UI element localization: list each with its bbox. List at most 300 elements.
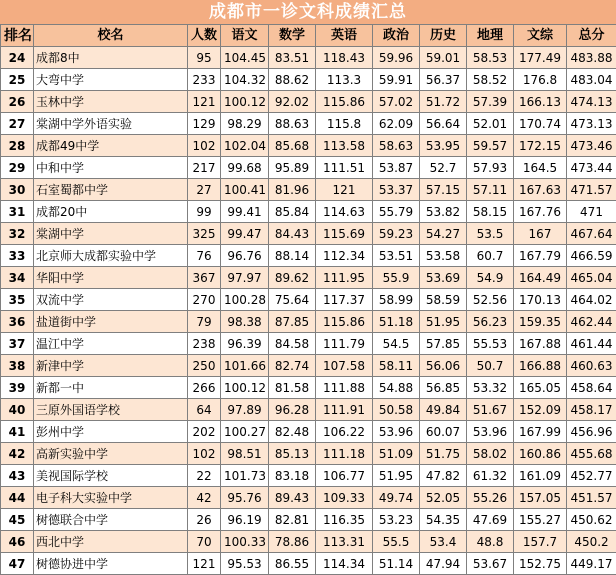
cell-liberal[interactable]: 167 xyxy=(514,223,567,245)
header-geography[interactable]: 地理 xyxy=(467,25,514,47)
cell-count[interactable]: 325 xyxy=(188,223,221,245)
cell-chinese[interactable]: 99.68 xyxy=(221,157,269,179)
cell-liberal[interactable]: 167.76 xyxy=(514,201,567,223)
cell-count[interactable]: 121 xyxy=(188,91,221,113)
cell-math[interactable]: 85.84 xyxy=(269,201,316,223)
cell-count[interactable]: 64 xyxy=(188,399,221,421)
cell-rank[interactable]: 36 xyxy=(1,311,34,333)
table-row xyxy=(1,531,616,553)
cell-math[interactable]: 85.68 xyxy=(269,135,316,157)
cell-geography[interactable]: 58.02 xyxy=(467,443,514,465)
cell-total[interactable]: 460.63 xyxy=(567,355,616,377)
cell-count[interactable]: 95 xyxy=(188,47,221,69)
cell-geography[interactable]: 55.53 xyxy=(467,333,514,355)
cell-school[interactable]: 西北中学 xyxy=(34,531,188,553)
cell-politics[interactable]: 51.18 xyxy=(373,311,420,333)
cell-rank[interactable]: 47 xyxy=(1,553,34,575)
cell-history[interactable]: 53.4 xyxy=(420,531,467,553)
table-row xyxy=(1,267,616,289)
cell-chinese[interactable]: 95.76 xyxy=(221,487,269,509)
cell-math[interactable]: 88.63 xyxy=(269,113,316,135)
cell-chinese[interactable]: 102.04 xyxy=(221,135,269,157)
table-row xyxy=(1,47,616,69)
cell-chinese[interactable]: 98.29 xyxy=(221,113,269,135)
table-row xyxy=(1,135,616,157)
score-table xyxy=(0,24,616,575)
cell-history[interactable]: 57.15 xyxy=(420,179,467,201)
cell-count[interactable]: 250 xyxy=(188,355,221,377)
cell-school[interactable]: 新津中学 xyxy=(34,355,188,377)
table-row xyxy=(1,157,616,179)
cell-math[interactable]: 88.62 xyxy=(269,69,316,91)
cell-count[interactable]: 367 xyxy=(188,267,221,289)
cell-math[interactable]: 78.86 xyxy=(269,531,316,553)
cell-liberal[interactable]: 152.09 xyxy=(514,399,567,421)
cell-history[interactable]: 47.94 xyxy=(420,553,467,575)
cell-chinese[interactable]: 104.32 xyxy=(221,69,269,91)
cell-school[interactable]: 彭州中学 xyxy=(34,421,188,443)
cell-english[interactable]: 106.22 xyxy=(316,421,373,443)
cell-geography[interactable]: 50.7 xyxy=(467,355,514,377)
cell-total[interactable]: 461.44 xyxy=(567,333,616,355)
cell-count[interactable]: 238 xyxy=(188,333,221,355)
cell-count[interactable]: 102 xyxy=(188,135,221,157)
cell-school[interactable]: 美视国际学校 xyxy=(34,465,188,487)
table-row xyxy=(1,377,616,399)
cell-rank[interactable]: 29 xyxy=(1,157,34,179)
cell-history[interactable]: 49.84 xyxy=(420,399,467,421)
cell-rank[interactable]: 31 xyxy=(1,201,34,223)
cell-chinese[interactable]: 101.66 xyxy=(221,355,269,377)
cell-liberal[interactable]: 172.15 xyxy=(514,135,567,157)
cell-school[interactable]: 中和中学 xyxy=(34,157,188,179)
cell-rank[interactable]: 44 xyxy=(1,487,34,509)
cell-chinese[interactable]: 100.12 xyxy=(221,377,269,399)
cell-count[interactable]: 22 xyxy=(188,465,221,487)
header-english[interactable]: 英语 xyxy=(316,25,373,47)
cell-english[interactable]: 109.33 xyxy=(316,487,373,509)
cell-total[interactable]: 466.59 xyxy=(567,245,616,267)
cell-school[interactable]: 棠湖中学外语实验 xyxy=(34,113,188,135)
cell-math[interactable]: 87.85 xyxy=(269,311,316,333)
cell-politics[interactable]: 51.09 xyxy=(373,443,420,465)
cell-school[interactable]: 北京师大成都实验中学 xyxy=(34,245,188,267)
cell-rank[interactable]: 34 xyxy=(1,267,34,289)
cell-chinese[interactable]: 100.12 xyxy=(221,91,269,113)
cell-rank[interactable]: 45 xyxy=(1,509,34,531)
cell-total[interactable]: 467.64 xyxy=(567,223,616,245)
cell-count[interactable]: 102 xyxy=(188,443,221,465)
cell-school[interactable]: 温江中学 xyxy=(34,333,188,355)
cell-rank[interactable]: 41 xyxy=(1,421,34,443)
cell-math[interactable]: 84.58 xyxy=(269,333,316,355)
cell-math[interactable]: 82.48 xyxy=(269,421,316,443)
cell-school[interactable]: 成都20中 xyxy=(34,201,188,223)
cell-liberal[interactable]: 167.63 xyxy=(514,179,567,201)
cell-english[interactable]: 113.58 xyxy=(316,135,373,157)
cell-geography[interactable]: 57.39 xyxy=(467,91,514,113)
cell-count[interactable]: 99 xyxy=(188,201,221,223)
cell-total[interactable]: 464.02 xyxy=(567,289,616,311)
cell-total[interactable]: 483.88 xyxy=(567,47,616,69)
cell-rank[interactable]: 30 xyxy=(1,179,34,201)
cell-history[interactable]: 47.82 xyxy=(420,465,467,487)
table-row xyxy=(1,421,616,443)
cell-rank[interactable]: 25 xyxy=(1,69,34,91)
cell-geography[interactable]: 61.32 xyxy=(467,465,514,487)
header-rank[interactable]: 排名 xyxy=(1,25,34,47)
cell-politics[interactable]: 53.96 xyxy=(373,421,420,443)
table-row xyxy=(1,179,616,201)
cell-count[interactable]: 70 xyxy=(188,531,221,553)
cell-school[interactable]: 大弯中学 xyxy=(34,69,188,91)
header-row xyxy=(1,25,616,47)
cell-english[interactable]: 111.18 xyxy=(316,443,373,465)
cell-liberal[interactable]: 159.35 xyxy=(514,311,567,333)
cell-english[interactable]: 113.3 xyxy=(316,69,373,91)
cell-politics[interactable]: 53.51 xyxy=(373,245,420,267)
cell-politics[interactable]: 58.99 xyxy=(373,289,420,311)
cell-chinese[interactable]: 100.33 xyxy=(221,531,269,553)
cell-liberal[interactable]: 167.79 xyxy=(514,245,567,267)
cell-liberal[interactable]: 167.88 xyxy=(514,333,567,355)
cell-total[interactable]: 451.57 xyxy=(567,487,616,509)
cell-chinese[interactable]: 98.38 xyxy=(221,311,269,333)
cell-geography[interactable]: 47.69 xyxy=(467,509,514,531)
cell-count[interactable]: 26 xyxy=(188,509,221,531)
cell-politics[interactable]: 55.5 xyxy=(373,531,420,553)
cell-politics[interactable]: 49.74 xyxy=(373,487,420,509)
cell-history[interactable]: 51.72 xyxy=(420,91,467,113)
cell-liberal[interactable]: 160.86 xyxy=(514,443,567,465)
cell-school[interactable]: 石室蜀都中学 xyxy=(34,179,188,201)
cell-politics[interactable]: 53.23 xyxy=(373,509,420,531)
cell-english[interactable]: 107.58 xyxy=(316,355,373,377)
cell-rank[interactable]: 27 xyxy=(1,113,34,135)
cell-geography[interactable]: 53.32 xyxy=(467,377,514,399)
cell-politics[interactable]: 54.5 xyxy=(373,333,420,355)
cell-politics[interactable]: 53.87 xyxy=(373,157,420,179)
cell-total[interactable]: 455.68 xyxy=(567,443,616,465)
cell-chinese[interactable]: 99.47 xyxy=(221,223,269,245)
cell-liberal[interactable]: 152.75 xyxy=(514,553,567,575)
cell-chinese[interactable]: 99.41 xyxy=(221,201,269,223)
table-row xyxy=(1,69,616,91)
header-total[interactable]: 总分 xyxy=(567,25,616,47)
cell-history[interactable]: 53.69 xyxy=(420,267,467,289)
cell-history[interactable]: 52.7 xyxy=(420,157,467,179)
table-row xyxy=(1,245,616,267)
cell-school[interactable]: 双流中学 xyxy=(34,289,188,311)
cell-geography[interactable]: 53.96 xyxy=(467,421,514,443)
table-row xyxy=(1,443,616,465)
cell-geography[interactable]: 58.52 xyxy=(467,69,514,91)
cell-liberal[interactable]: 164.5 xyxy=(514,157,567,179)
cell-school[interactable]: 树德联合中学 xyxy=(34,509,188,531)
cell-english[interactable]: 112.34 xyxy=(316,245,373,267)
table-row xyxy=(1,333,616,355)
cell-history[interactable]: 56.06 xyxy=(420,355,467,377)
table-row xyxy=(1,553,616,575)
cell-rank[interactable]: 28 xyxy=(1,135,34,157)
cell-school[interactable]: 成都8中 xyxy=(34,47,188,69)
cell-politics[interactable]: 59.91 xyxy=(373,69,420,91)
table-row xyxy=(1,399,616,421)
header-politics[interactable]: 政治 xyxy=(373,25,420,47)
cell-geography[interactable]: 58.53 xyxy=(467,47,514,69)
cell-liberal[interactable]: 166.88 xyxy=(514,355,567,377)
cell-politics[interactable]: 59.23 xyxy=(373,223,420,245)
table-row xyxy=(1,355,616,377)
cell-total[interactable]: 450.62 xyxy=(567,509,616,531)
cell-total[interactable]: 465.04 xyxy=(567,267,616,289)
cell-count[interactable]: 76 xyxy=(188,245,221,267)
cell-math[interactable]: 85.13 xyxy=(269,443,316,465)
cell-math[interactable]: 82.81 xyxy=(269,509,316,531)
cell-count[interactable]: 42 xyxy=(188,487,221,509)
cell-rank[interactable]: 26 xyxy=(1,91,34,113)
cell-liberal[interactable]: 177.49 xyxy=(514,47,567,69)
cell-chinese[interactable]: 100.28 xyxy=(221,289,269,311)
cell-history[interactable]: 56.37 xyxy=(420,69,467,91)
cell-geography[interactable]: 53.67 xyxy=(467,553,514,575)
cell-liberal[interactable]: 170.13 xyxy=(514,289,567,311)
cell-total[interactable]: 473.46 xyxy=(567,135,616,157)
cell-politics[interactable]: 53.37 xyxy=(373,179,420,201)
cell-history[interactable]: 52.05 xyxy=(420,487,467,509)
cell-chinese[interactable]: 101.73 xyxy=(221,465,269,487)
cell-english[interactable]: 115.8 xyxy=(316,113,373,135)
cell-history[interactable]: 51.75 xyxy=(420,443,467,465)
cell-english[interactable]: 111.95 xyxy=(316,267,373,289)
cell-politics[interactable]: 57.02 xyxy=(373,91,420,113)
cell-politics[interactable]: 55.9 xyxy=(373,267,420,289)
cell-politics[interactable]: 51.95 xyxy=(373,465,420,487)
cell-math[interactable]: 96.28 xyxy=(269,399,316,421)
cell-school[interactable]: 成都49中学 xyxy=(34,135,188,157)
cell-liberal[interactable]: 161.09 xyxy=(514,465,567,487)
cell-school[interactable]: 棠湖中学 xyxy=(34,223,188,245)
cell-math[interactable]: 89.43 xyxy=(269,487,316,509)
cell-math[interactable]: 81.96 xyxy=(269,179,316,201)
cell-math[interactable]: 84.43 xyxy=(269,223,316,245)
cell-english[interactable]: 114.63 xyxy=(316,201,373,223)
cell-chinese[interactable]: 100.27 xyxy=(221,421,269,443)
cell-english[interactable]: 106.77 xyxy=(316,465,373,487)
cell-rank[interactable]: 24 xyxy=(1,47,34,69)
cell-politics[interactable]: 59.96 xyxy=(373,47,420,69)
cell-history[interactable]: 60.07 xyxy=(420,421,467,443)
cell-school[interactable]: 新都一中 xyxy=(34,377,188,399)
table-row xyxy=(1,465,616,487)
cell-english[interactable]: 111.88 xyxy=(316,377,373,399)
cell-count[interactable]: 121 xyxy=(188,553,221,575)
cell-total[interactable]: 474.13 xyxy=(567,91,616,113)
cell-chinese[interactable]: 95.53 xyxy=(221,553,269,575)
cell-history[interactable]: 56.64 xyxy=(420,113,467,135)
cell-school[interactable]: 树德协进中学 xyxy=(34,553,188,575)
cell-math[interactable]: 89.62 xyxy=(269,267,316,289)
cell-english[interactable]: 111.91 xyxy=(316,399,373,421)
cell-school[interactable]: 玉林中学 xyxy=(34,91,188,113)
cell-count[interactable]: 270 xyxy=(188,289,221,311)
cell-school[interactable]: 盐道街中学 xyxy=(34,311,188,333)
cell-history[interactable]: 51.95 xyxy=(420,311,467,333)
cell-geography[interactable]: 55.26 xyxy=(467,487,514,509)
cell-geography[interactable]: 56.23 xyxy=(467,311,514,333)
cell-count[interactable]: 79 xyxy=(188,311,221,333)
cell-history[interactable]: 56.85 xyxy=(420,377,467,399)
cell-english[interactable]: 116.35 xyxy=(316,509,373,531)
cell-total[interactable]: 450.2 xyxy=(567,531,616,553)
cell-school[interactable]: 高新实验中学 xyxy=(34,443,188,465)
cell-school[interactable]: 华阳中学 xyxy=(34,267,188,289)
table-row xyxy=(1,113,616,135)
cell-history[interactable]: 58.59 xyxy=(420,289,467,311)
cell-english[interactable]: 113.31 xyxy=(316,531,373,553)
cell-geography[interactable]: 52.01 xyxy=(467,113,514,135)
cell-rank[interactable]: 35 xyxy=(1,289,34,311)
cell-history[interactable]: 53.58 xyxy=(420,245,467,267)
cell-rank[interactable]: 37 xyxy=(1,333,34,355)
header-liberal[interactable]: 文综 xyxy=(514,25,567,47)
cell-politics[interactable]: 62.09 xyxy=(373,113,420,135)
cell-english[interactable]: 115.86 xyxy=(316,91,373,113)
cell-liberal[interactable]: 166.13 xyxy=(514,91,567,113)
cell-chinese[interactable]: 97.89 xyxy=(221,399,269,421)
cell-geography[interactable]: 58.15 xyxy=(467,201,514,223)
cell-math[interactable]: 82.74 xyxy=(269,355,316,377)
cell-count[interactable]: 202 xyxy=(188,421,221,443)
cell-geography[interactable]: 59.57 xyxy=(467,135,514,157)
cell-chinese[interactable]: 96.39 xyxy=(221,333,269,355)
table-body xyxy=(1,47,616,575)
cell-english[interactable]: 115.69 xyxy=(316,223,373,245)
cell-count[interactable]: 27 xyxy=(188,179,221,201)
cell-math[interactable]: 88.14 xyxy=(269,245,316,267)
cell-rank[interactable]: 40 xyxy=(1,399,34,421)
cell-english[interactable]: 121 xyxy=(316,179,373,201)
cell-school[interactable]: 三原外国语学校 xyxy=(34,399,188,421)
cell-rank[interactable]: 39 xyxy=(1,377,34,399)
cell-geography[interactable]: 52.56 xyxy=(467,289,514,311)
cell-geography[interactable]: 57.93 xyxy=(467,157,514,179)
cell-total[interactable]: 471 xyxy=(567,201,616,223)
cell-total[interactable]: 458.64 xyxy=(567,377,616,399)
cell-geography[interactable]: 54.9 xyxy=(467,267,514,289)
cell-history[interactable]: 59.01 xyxy=(420,47,467,69)
cell-english[interactable]: 118.43 xyxy=(316,47,373,69)
header-school[interactable]: 校名 xyxy=(34,25,188,47)
cell-count[interactable]: 266 xyxy=(188,377,221,399)
cell-politics[interactable]: 55.79 xyxy=(373,201,420,223)
cell-history[interactable]: 57.85 xyxy=(420,333,467,355)
cell-total[interactable]: 456.96 xyxy=(567,421,616,443)
cell-english[interactable]: 115.86 xyxy=(316,311,373,333)
cell-politics[interactable]: 50.58 xyxy=(373,399,420,421)
cell-politics[interactable]: 58.11 xyxy=(373,355,420,377)
table-row xyxy=(1,91,616,113)
cell-total[interactable]: 458.17 xyxy=(567,399,616,421)
cell-count[interactable]: 129 xyxy=(188,113,221,135)
header-count[interactable]: 人数 xyxy=(188,25,221,47)
cell-total[interactable]: 462.44 xyxy=(567,311,616,333)
cell-geography[interactable]: 53.5 xyxy=(467,223,514,245)
cell-total[interactable]: 473.13 xyxy=(567,113,616,135)
cell-liberal[interactable]: 170.74 xyxy=(514,113,567,135)
cell-count[interactable]: 217 xyxy=(188,157,221,179)
cell-politics[interactable]: 51.14 xyxy=(373,553,420,575)
cell-total[interactable]: 452.77 xyxy=(567,465,616,487)
table-row xyxy=(1,509,616,531)
cell-liberal[interactable]: 155.27 xyxy=(514,509,567,531)
cell-rank[interactable]: 42 xyxy=(1,443,34,465)
cell-math[interactable]: 92.02 xyxy=(269,91,316,113)
cell-history[interactable]: 53.82 xyxy=(420,201,467,223)
cell-rank[interactable]: 46 xyxy=(1,531,34,553)
cell-geography[interactable]: 57.11 xyxy=(467,179,514,201)
cell-chinese[interactable]: 98.51 xyxy=(221,443,269,465)
cell-geography[interactable]: 48.8 xyxy=(467,531,514,553)
cell-rank[interactable]: 43 xyxy=(1,465,34,487)
cell-chinese[interactable]: 97.97 xyxy=(221,267,269,289)
cell-math[interactable]: 81.58 xyxy=(269,377,316,399)
cell-math[interactable]: 75.64 xyxy=(269,289,316,311)
cell-count[interactable]: 233 xyxy=(188,69,221,91)
header-chinese[interactable]: 语文 xyxy=(221,25,269,47)
cell-liberal[interactable]: 167.99 xyxy=(514,421,567,443)
cell-chinese[interactable]: 104.45 xyxy=(221,47,269,69)
cell-math[interactable]: 83.18 xyxy=(269,465,316,487)
table-row xyxy=(1,487,616,509)
cell-rank[interactable]: 38 xyxy=(1,355,34,377)
cell-total[interactable]: 483.04 xyxy=(567,69,616,91)
cell-english[interactable]: 117.37 xyxy=(316,289,373,311)
cell-chinese[interactable]: 100.41 xyxy=(221,179,269,201)
cell-math[interactable]: 83.51 xyxy=(269,47,316,69)
cell-history[interactable]: 54.27 xyxy=(420,223,467,245)
cell-english[interactable]: 114.34 xyxy=(316,553,373,575)
cell-liberal[interactable]: 165.05 xyxy=(514,377,567,399)
cell-math[interactable]: 86.55 xyxy=(269,553,316,575)
cell-chinese[interactable]: 96.19 xyxy=(221,509,269,531)
cell-math[interactable]: 95.89 xyxy=(269,157,316,179)
cell-liberal[interactable]: 157.05 xyxy=(514,487,567,509)
cell-history[interactable]: 53.95 xyxy=(420,135,467,157)
cell-total[interactable]: 471.57 xyxy=(567,179,616,201)
table-row xyxy=(1,223,616,245)
cell-liberal[interactable]: 176.8 xyxy=(514,69,567,91)
table-row xyxy=(1,289,616,311)
cell-history[interactable]: 54.35 xyxy=(420,509,467,531)
cell-total[interactable]: 449.17 xyxy=(567,553,616,575)
header-math[interactable]: 数学 xyxy=(269,25,316,47)
cell-rank[interactable]: 33 xyxy=(1,245,34,267)
cell-school[interactable]: 电子科大实验中学 xyxy=(34,487,188,509)
cell-geography[interactable]: 51.67 xyxy=(467,399,514,421)
cell-total[interactable]: 473.44 xyxy=(567,157,616,179)
cell-english[interactable]: 111.79 xyxy=(316,333,373,355)
cell-politics[interactable]: 54.88 xyxy=(373,377,420,399)
cell-liberal[interactable]: 157.7 xyxy=(514,531,567,553)
cell-rank[interactable]: 32 xyxy=(1,223,34,245)
cell-chinese[interactable]: 96.76 xyxy=(221,245,269,267)
header-history[interactable]: 历史 xyxy=(420,25,467,47)
cell-politics[interactable]: 58.63 xyxy=(373,135,420,157)
cell-geography[interactable]: 60.7 xyxy=(467,245,514,267)
cell-english[interactable]: 111.51 xyxy=(316,157,373,179)
cell-liberal[interactable]: 164.49 xyxy=(514,267,567,289)
